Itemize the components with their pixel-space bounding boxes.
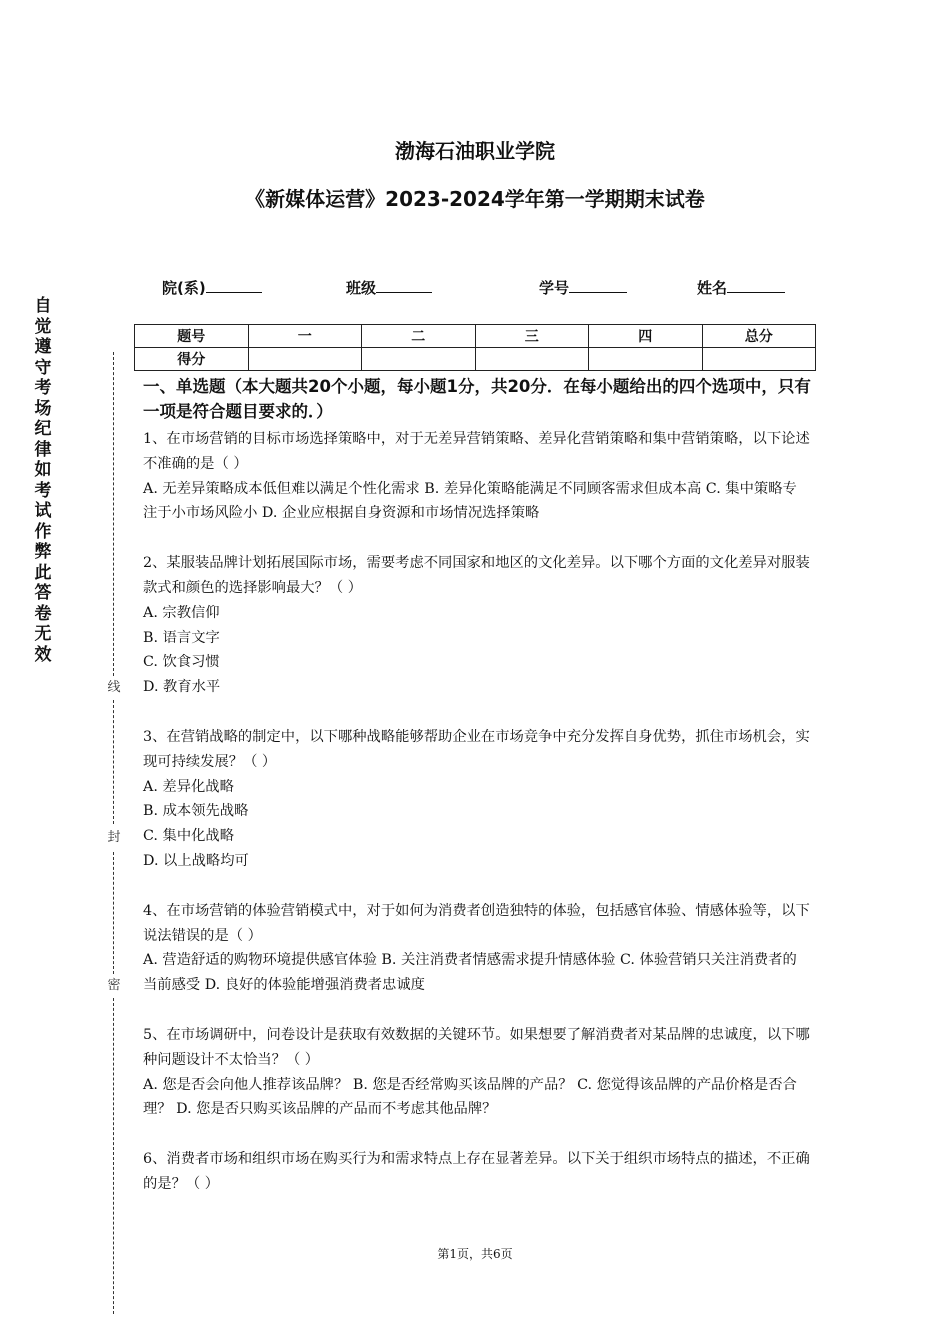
- binding-warning-vertical: [32, 296, 54, 665]
- question-stem: 5、在市场调研中，问卷设计是获取有效数据的关键环节。如果想要了解消费者对某品牌的忠诚度，以下哪种问题设计不太恰当？（ ）: [143, 1026, 810, 1068]
- binding-warning-char: 无: [34, 624, 52, 644]
- class-blank[interactable]: [376, 276, 432, 293]
- department-label: 院(系): [162, 279, 206, 297]
- binding-warning-char: 觉: [34, 316, 52, 337]
- binding-warning-char: 弊: [34, 542, 52, 562]
- question-options: A. 营造舒适的购物环境提供感官体验 B. 关注消费者情感需求提升情感体验 C. 体验营销只关注消费者的当前感受 D. 良好的体验能增强消费者忠诚度: [143, 952, 797, 994]
- binding-mark-secret: 密: [107, 978, 121, 993]
- binding-warning-char: 考: [34, 378, 52, 398]
- option-b: B. 成本领先战略: [143, 803, 249, 820]
- score-table-cell: 一: [248, 325, 362, 348]
- question-5: [143, 1023, 811, 1122]
- student-id-field[interactable]: [539, 276, 627, 298]
- name-blank[interactable]: [727, 276, 785, 293]
- score-table-header-row: [135, 325, 816, 348]
- score-table-cell: 三: [475, 325, 589, 348]
- binding-warning-char: 试: [34, 501, 52, 521]
- binding-warning-char: 如: [34, 460, 52, 480]
- exam-title: 《新媒体运营》2023-2024学年第一学期期末试卷: [245, 187, 705, 211]
- question-stem: 1、在市场营销的目标市场选择策略中，对于无差异营销策略、差异化营销策略和集中营销策略，以下论述不准确的是（ ）: [143, 431, 810, 472]
- option-c: C. 饮食习惯: [143, 654, 220, 671]
- score-input-cell[interactable]: [475, 348, 589, 371]
- exam-content: [143, 374, 811, 1197]
- binding-dashed-line-top: [113, 352, 114, 676]
- binding-mark-line: 线: [107, 680, 121, 695]
- option-c: C. 集中化战略: [143, 828, 235, 845]
- score-table-cell: 得分: [135, 348, 249, 371]
- score-table-cell: 题号: [135, 325, 249, 348]
- option-d: D. 教育水平: [143, 679, 221, 696]
- binding-dashed-line-bottom: [113, 998, 114, 1314]
- score-table-cell: 二: [362, 325, 476, 348]
- class-label: 班级: [346, 279, 377, 297]
- name-label: 姓名: [697, 279, 728, 297]
- binding-warning-char: 作: [34, 521, 52, 542]
- option-a: A. 差异化战略: [143, 778, 234, 795]
- question-2: [143, 551, 811, 700]
- score-input-cell[interactable]: [362, 348, 476, 371]
- question-6: [143, 1147, 811, 1197]
- binding-warning-char: 卷: [34, 603, 52, 624]
- binding-warning-char: 效: [34, 644, 52, 665]
- question-stem: 3、在营销战略的制定中，以下哪种战略能够帮助企业在市场竞争中充分发挥自身优势，抓住市场机会，实现可持续发展？（ ）: [143, 728, 810, 770]
- question-1: [143, 427, 811, 526]
- score-table: [134, 324, 816, 371]
- page-footer: 第1页，共6页: [437, 1247, 513, 1261]
- question-stem: 2、某服装品牌计划拓展国际市场，需要考虑不同国家和地区的文化差异。以下哪个方面的文化差异对服装款式和颜色的选择影响最大？（ ）: [143, 555, 810, 596]
- class-field[interactable]: [346, 276, 432, 298]
- question-options: A. 无差异策略成本低但难以满足个性化需求 B. 差异化策略能满足不同顾客需求但成本高 C. 集中策略专注于小市场风险小 D. 企业应根据自身资源和市场情况选择策略: [143, 480, 797, 522]
- binding-warning-char: 律: [34, 439, 52, 460]
- score-table-cell: 四: [589, 325, 703, 348]
- score-table-score-row: [135, 348, 816, 371]
- student-id-blank[interactable]: [569, 276, 627, 293]
- score-input-cell[interactable]: [702, 348, 816, 371]
- binding-warning-char: 考: [34, 480, 52, 501]
- question-options: A. 您是否会向他人推荐该品牌？ B. 您是否经常购买该品牌的产品？ C. 您觉得该品牌的产品价格是否合理？ D. 您是否只购买该品牌的产品而不考虑其他品牌？: [143, 1076, 797, 1118]
- binding-warning-char: 守: [34, 357, 52, 378]
- score-input-cell[interactable]: [589, 348, 703, 371]
- question-4: [143, 899, 811, 998]
- score-input-cell[interactable]: [248, 348, 362, 371]
- binding-dashed-line-lower: [113, 852, 114, 974]
- department-blank[interactable]: [206, 276, 262, 293]
- binding-dashed-line-mid: [113, 700, 114, 824]
- binding-warning-char: 遵: [34, 337, 52, 357]
- score-table-cell: 总分: [702, 325, 816, 348]
- option-d: D. 以上战略均可: [143, 852, 249, 869]
- question-3: [143, 725, 811, 874]
- question-stem: 4、在市场营销的体验营销模式中，对于如何为消费者创造独特的体验，包括感官体验、情感体验等，以下说法错误的是（ ）: [143, 902, 810, 944]
- section-heading: 一、单选题（本大题共20个小题，每小题1分，共20分．在每小题给出的四个选项中，只有一项是符合题目要求的．）: [143, 377, 811, 421]
- school-name: 渤海石油职业学院: [395, 139, 555, 163]
- question-stem: 6、消费者市场和组织市场在购买行为和需求特点上存在显著差异。以下关于组织市场特点的描述，不正确的是？（ ）: [143, 1151, 810, 1192]
- binding-warning-char: 自: [34, 296, 52, 316]
- department-field[interactable]: [162, 276, 262, 298]
- binding-warning-char: 答: [34, 583, 52, 603]
- student-id-label: 学号: [539, 279, 570, 297]
- binding-mark-seal: 封: [107, 830, 121, 845]
- option-a: A. 宗教信仰: [143, 604, 220, 621]
- name-field[interactable]: [697, 276, 785, 298]
- option-b: B. 语言文字: [143, 629, 220, 646]
- binding-warning-char: 场: [34, 398, 52, 419]
- binding-warning-char: 此: [34, 562, 52, 583]
- binding-warning-char: 纪: [34, 419, 52, 439]
